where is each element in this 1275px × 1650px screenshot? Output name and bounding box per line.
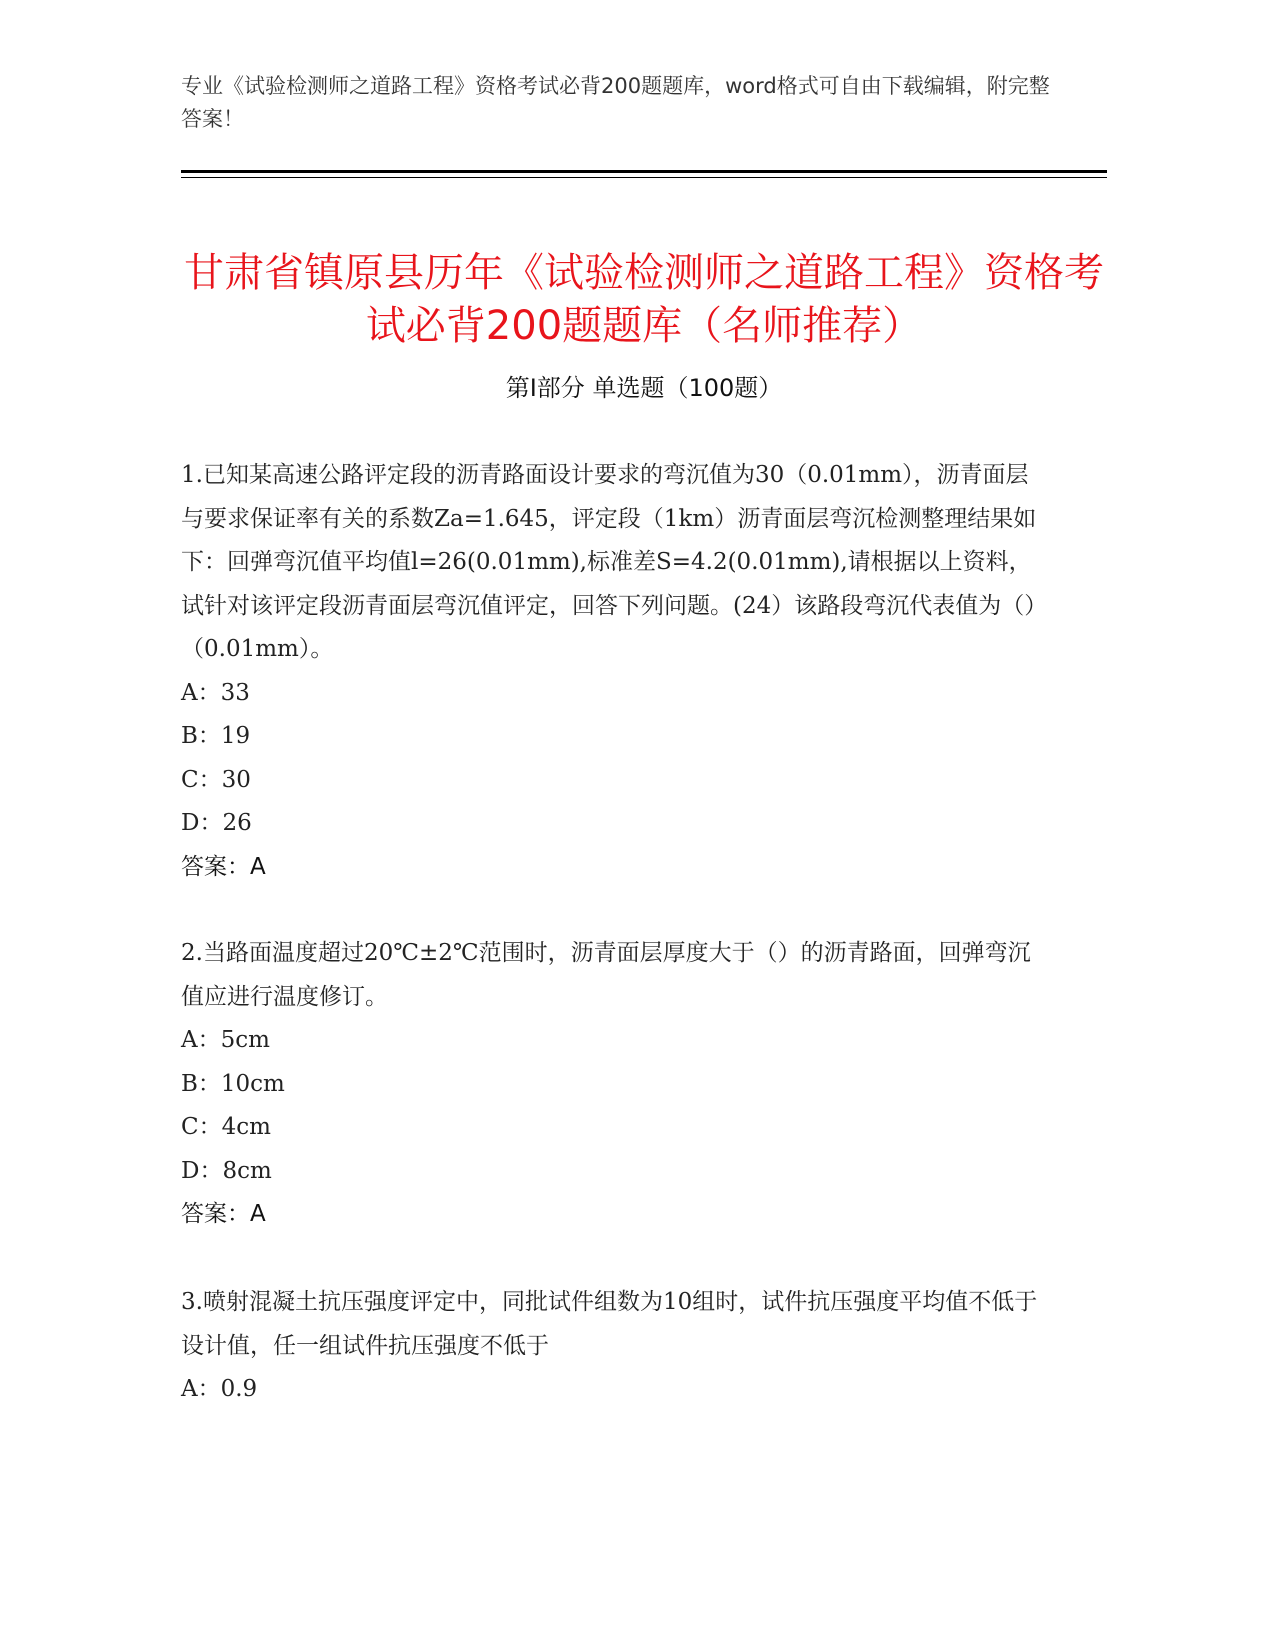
option-a: A：33	[181, 679, 250, 706]
option-a: A：5cm	[181, 1027, 270, 1053]
option-d: D：8cm	[181, 1157, 272, 1184]
option-c: C：30	[181, 766, 251, 793]
answer: 答案：A	[181, 853, 266, 880]
header-rule-thin	[181, 177, 1107, 178]
question-1	[181, 454, 1041, 889]
option-d: D：26	[181, 810, 252, 836]
option-c: C：4cm	[181, 1114, 271, 1140]
question-2	[181, 932, 1041, 1237]
document-title: 甘肃省镇原县历年《试验检测师之道路工程》资格考试必背200题题库（名师推荐）	[184, 249, 1104, 349]
header-note: 专业《试验检测师之道路工程》资格考试必背200题题库，word格式可自由下载编辑，附完整答案！	[181, 74, 1050, 131]
question-text: 3.喷射混凝土抗压强度评定中，同批试件组数为10组时，试件抗压强度平均值不低于设计值，任一组试件抗压强度不低于	[181, 1289, 1038, 1359]
question-3	[181, 1281, 1041, 1412]
question-text: 2.当路面温度超过20℃±2℃范围时，沥青面层厚度大于（）的沥青路面，回弹弯沉值应进行温度修订。	[181, 940, 1031, 1010]
section-heading: 第Ⅰ部分 单选题（100题）	[505, 374, 783, 402]
option-a: A：0.9	[181, 1376, 258, 1402]
answer: 答案：A	[181, 1201, 266, 1227]
option-b: B：10cm	[181, 1070, 285, 1097]
option-b: B：19	[181, 723, 251, 749]
question-text: 1.已知某高速公路评定段的沥青路面设计要求的弯沉值为30（0.01mm），沥青面层与要求保证率有关的系数Za=1.645，评定段（1km）沥青面层弯沉检测整理结果如下：回弹弯沉值平均值l=26(0.01mm),标准差S=4.2(0.01mm),请根据以上资料，试针对该评定段沥青面层弯沉值评定，回答下列问题。(24）该路段弯沉代表值为（）（0.01mm）。	[181, 462, 1037, 662]
header-rule-thick	[181, 170, 1107, 173]
